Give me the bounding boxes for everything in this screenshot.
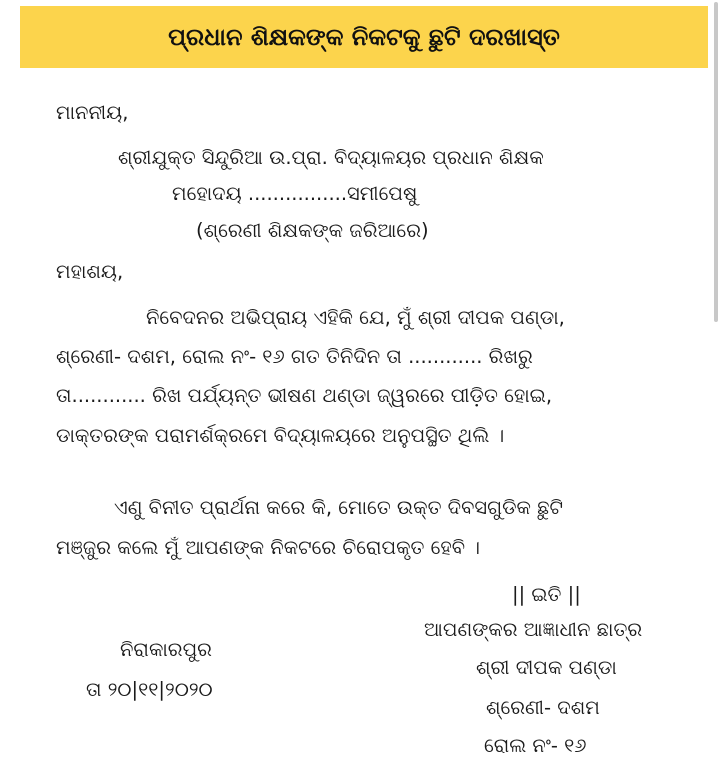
greeting: ମହାଶୟ, (56, 260, 124, 283)
scrollbar[interactable] (714, 2, 718, 322)
paragraph-2-line-2: ମଞ୍ଜୁର କଲେ ମୁଁ ଆପଣଙ୍କ ନିକଟରେ ଚିରୋପକୃତ ହେବି । (56, 536, 481, 559)
place: ନିରାକାରପୁର (120, 638, 212, 661)
paragraph-1-line-4: ଡାକ୍ତରଙ୍କ ପରାମର୍ଶକ୍ରମେ ବିଦ୍ୟାଳୟରେ ଅନୁପସ୍ଥିତ ଥିଲି । (56, 424, 505, 447)
date: ତା ୨୦|୧୧|୨୦୨୦ (86, 678, 213, 701)
paragraph-1-line-1: ନିବେଦନର ଅଭିପ୍ରାୟ ଏହିକି ଯେ, ମୁଁ ଶ୍ରୀ ଦୀପକ ପଣ୍ଡା, (146, 306, 565, 329)
signature-line-4: ରୋଲ ନଂ- ୧୬ (484, 734, 587, 757)
paragraph-2-line-1: ଏଣୁ ବିନୀତ ପ୍ରାର୍ଥନା କରେ କି, ମୋତେ ଉକ୍ତ ଦିବସଗୁଡିକ ଛୁଟି (114, 496, 564, 519)
paragraph-1-line-2: ଶ୍ରେଣୀ- ଦଶମ, ରୋଲ ନଂ- ୧୬ ଗତ ତିନିଦିନ ତା ............ ରିଖରୁ (56, 345, 533, 368)
salutation: ମାନନୀୟ, (56, 101, 129, 124)
signature-line-3: ଶ୍ରେଣୀ- ଦଶମ (486, 696, 600, 719)
page-title: ପ୍ରଧାନ ଶିକ୍ଷକଙ୍କ ନିକଟକୁ ଛୁଟି ଦରଖାସ୍ତ (168, 23, 560, 51)
recipient-line-1: ଶ୍ରୀଯୁକ୍ତ ସିନ୍ଦୁରିଆ ଉ.ପ୍ରା. ବିଦ୍ୟାଳୟର ପ୍ରଧାନ ଶିକ୍ଷକ (118, 146, 544, 169)
recipient-line-3: (ଶ୍ରେଣୀ ଶିକ୍ଷକଙ୍କ ଜରିଆରେ) (196, 219, 429, 242)
signature-line-1: ଆପଣଙ୍କର ଆଜ୍ଞାଧୀନ ଛାତ୍ର (424, 618, 643, 641)
title-banner (20, 6, 708, 68)
closing: || ଇତି || (512, 583, 581, 606)
paragraph-1-line-3: ତା............ ରିଖ ପର୍ଯ୍ୟନ୍ତ ଭୀଷଣ ଥଣ୍ଡା ଜ୍ୱରରେ ପୀଡ଼ିତ ହୋଇ, (56, 384, 553, 407)
recipient-line-2: ମହୋଦୟ ................ସମୀପେଷୁ (172, 182, 418, 205)
signature-line-2: ଶ୍ରୀ ଦୀପକ ପଣ୍ଡା (476, 656, 617, 679)
